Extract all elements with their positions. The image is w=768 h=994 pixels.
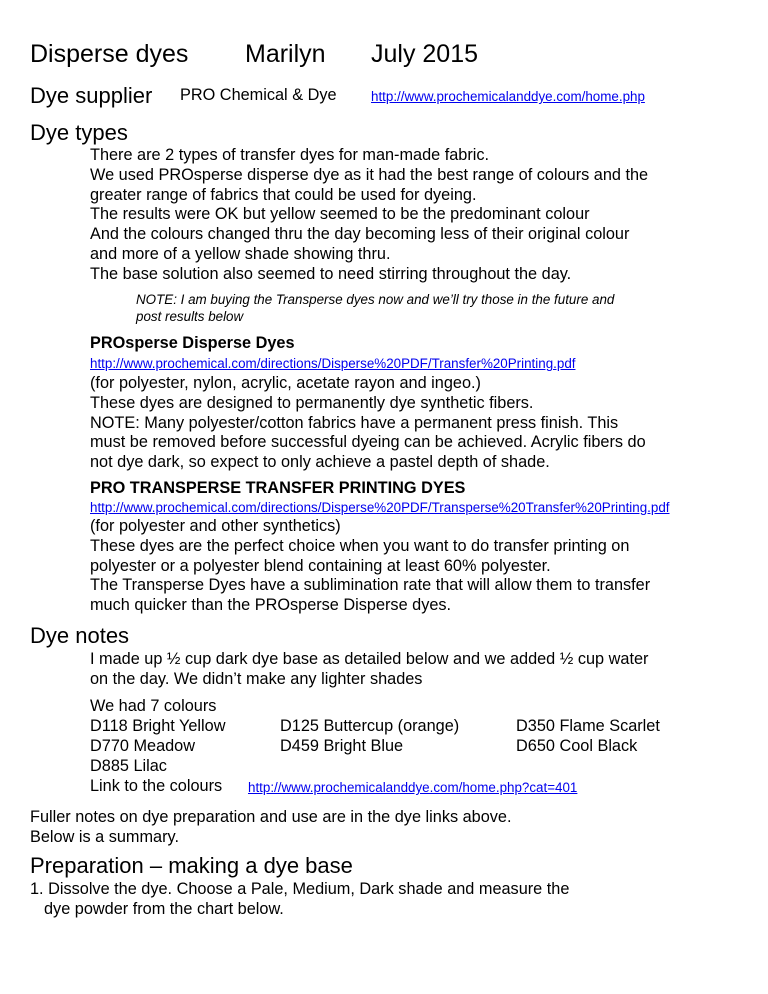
transperse-line: The Transperse Dyes have a sublimination rate that will allow them to transfer	[90, 576, 651, 595]
supplier-label: Dye supplier	[30, 83, 153, 108]
colour-item: D885 Lilac	[90, 757, 167, 775]
colour-item: D770 Meadow	[90, 737, 195, 755]
summary-paragraph	[30, 808, 512, 848]
dye-types-line: We used PROsperse disperse dye as it had the best range of colours and the	[90, 165, 649, 184]
summary-line: Below is a summary.	[30, 827, 179, 846]
prosperse-line: must be removed before successful dyeing can be achieved. Acrylic fibers do	[90, 433, 646, 452]
dye-types-line: And the colours changed thru the day becoming less of their original colour	[90, 225, 630, 244]
colours-link-label: Link to the colours	[90, 777, 223, 795]
transperse-line: (for polyester and other synthetics)	[90, 517, 341, 535]
preparation-step1	[30, 880, 569, 920]
transperse-line: much quicker than the PROsperse Disperse dyes.	[90, 596, 452, 615]
transperse-paragraph	[90, 517, 650, 616]
doc-title-author: Marilyn	[245, 40, 326, 68]
summary-line: Fuller notes on dye preparation and use are in the dye links above.	[30, 808, 512, 826]
dye-types-heading: Dye types	[30, 120, 128, 145]
dye-notes-line: I made up ½ cup dark dye base as detailed below and we added ½ cup water	[90, 650, 649, 668]
prosperse-paragraph	[90, 374, 646, 473]
doc-title-date: July 2015	[371, 40, 479, 68]
step1-line: 1. Dissolve the dye. Choose a Pale, Medium, Dark shade and measure the	[30, 880, 570, 898]
transperse-heading: PRO TRANSPERSE TRANSFER PRINTING DYES	[90, 479, 466, 497]
doc-title-subject: Disperse dyes	[30, 40, 189, 68]
prosperse-line: (for polyester, nylon, acrylic, acetate rayon and ingeo.)	[90, 374, 481, 392]
prosperse-line: not dye dark, so expect to only achieve a pastel depth of shade.	[90, 453, 550, 472]
prosperse-line: NOTE: Many polyester/cotton fabrics have a permanent press finish. This	[90, 413, 619, 432]
dye-types-line: greater range of fabrics that could be used for dyeing.	[90, 185, 477, 204]
supplier-name: PRO Chemical & Dye	[180, 86, 337, 104]
prosperse-line: These dyes are designed to permanently dye synthetic fibers.	[90, 393, 534, 412]
colours-intro: We had 7 colours	[90, 697, 217, 715]
colour-item: D650 Cool Black	[516, 737, 638, 755]
supplier-link[interactable]: http://www.prochemicalanddye.com/home.php	[371, 89, 645, 104]
colour-item: D459 Bright Blue	[280, 737, 404, 755]
preparation-heading: Preparation – making a dye base	[30, 853, 353, 878]
colour-item: D350 Flame Scarlet	[516, 717, 660, 735]
dye-notes-paragraph	[90, 650, 648, 690]
transperse-line: polyester or a polyester blend containing at least 60% polyester.	[90, 556, 551, 575]
dye-notes-line: on the day. We didn’t make any lighter shades	[90, 669, 423, 688]
dye-types-line: The base solution also seemed to need stirring throughout the day.	[90, 264, 572, 283]
colour-item: D118 Bright Yellow	[90, 717, 226, 735]
dye-notes-heading: Dye notes	[30, 623, 130, 648]
transperse-link[interactable]: http://www.prochemical.com/directions/Disperse%20PDF/Transperse%20Transfer%20Printing.pdf	[90, 500, 670, 515]
prosperse-link[interactable]: http://www.prochemical.com/directions/Disperse%20PDF/Transfer%20Printing.pdf	[90, 356, 576, 371]
note-line: NOTE: I am buying the Transperse dyes now and we’ll try those in the future and	[136, 292, 615, 307]
dye-types-line: There are 2 types of transfer dyes for man-made fabric.	[90, 146, 490, 164]
note-line: post results below	[136, 309, 244, 324]
dye-types-line: and more of a yellow shade showing thru.	[90, 244, 391, 263]
step1-line: dye powder from the chart below.	[44, 899, 284, 918]
prosperse-heading: PROsperse Disperse Dyes	[90, 334, 295, 352]
transperse-note	[136, 291, 614, 325]
colour-item: D125 Buttercup (orange)	[280, 717, 460, 735]
dye-types-paragraph	[90, 146, 648, 285]
transperse-line: These dyes are the perfect choice when you want to do transfer printing on	[90, 536, 630, 555]
dye-types-line: The results were OK but yellow seemed to be the predominant colour	[90, 205, 590, 224]
colours-link[interactable]: http://www.prochemicalanddye.com/home.php?cat=401	[248, 780, 578, 795]
